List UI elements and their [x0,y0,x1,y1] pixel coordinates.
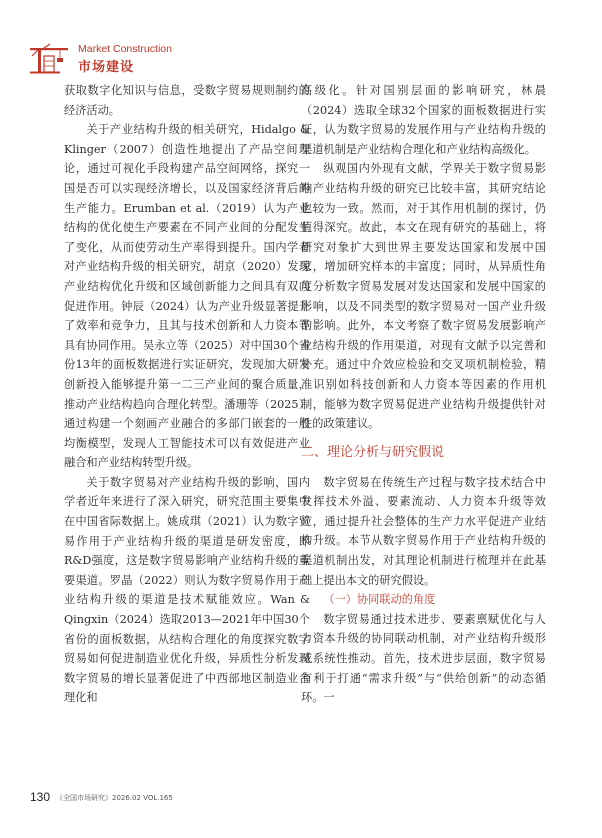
paragraph: 关于产业结构升级的相关研究，Hidalgo & Klinger（2007）创造性地提出了产品空间理论，通过可视化手段构建产品空间网络，探究一国是否可以实现经济增长，以及国家经济背后的生产能力。Erumban et al.（2019）认为产业结构的优化使生产要素在不同产业间的分配发生了变化，从而使劳动生产率得到提升。国内学者对产业结构升级的相关研究，胡京（2020）发现产业结构优化升级和区域创新能力之间具有双向促进作用。钟辰（2024）认为产业升级显著提升了效率和竞争力，且其与技术创新和人力资本等具有协同作用。吴永立等（2025）对中国30个省份13年的面板数据进行实证研究，发现加大研发创新投入能够提升第一二三产业间的聚合质量，推动产业结构趋向合理化转型。潘珊等（2025）通过构建一个刻画产业融合的多部门嵌套的一般均衡模型，发现人工智能技术可以有效促进产业融合和产业结构转型升级。 [64,123,310,470]
left-column [64,81,310,708]
journal-citation: 《全国市场研究》2026.02 VOL.165 [56,794,173,802]
section-heading: 二、理论分析与研究假说 [301,444,445,460]
page-number: 130 [30,790,51,804]
subsection-heading: （一）协同联动的角度 [323,593,436,607]
section-title-en: Market Construction [78,43,172,55]
construction-crane-icon [30,42,70,74]
paragraph: 获取数字化知识与信息，受数字贸易规则制约的经济活动。 [64,84,310,117]
right-column [301,81,546,708]
page-header [30,42,590,74]
paragraph: 数字贸易通过技术进步、要素禀赋优化与人力资本升级的协同联动机制，对产业结构升级形成系统性推动。首先，技术进步层面，数字贸易有利于打通“需求升级”与“供给创新”的动态循环。一 [301,612,546,705]
page-footer [30,790,590,810]
section-title-cn: 市场建设 [78,60,135,75]
paragraph: 高级化。针对国别层面的影响研究，林晨（2024）选取全球32个国家的面板数据进行实证，认为数字贸易的发展作用与产业结构升级的渠道机制是产业结构合理化和产业结构高级化。 [301,84,546,156]
paragraph: 数字贸易在传统生产过程与数字技术结合中发挥技术外溢、要素流动、人力资本升级等效应，通过提升社会整体的生产力水平促进产业结构升级。本节从数字贸易作用于产业结构升级的渠道机制出发，对其理论机制进行梳理并在此基础上提出本文的研究假设。 [301,475,546,587]
paragraph: 纵观国内外现有文献，学界关于数字贸易影响产业结构升级的研究已比较丰富，其研究结论也较为一致。然而，对于其作用机制的探讨，仍值得深究。故此，本文在现有研究的基础上，将研究对象扩大到世界主要发达国家和发展中国家，增加研究样本的丰富度；同时，从异质性角度分析数字贸易发展对发达国家和发展中国家的影响，以及不同类型的数字贸易对一国产业升级的影响。此外，本文考察了数字贸易发展影响产业结构升级的作用渠道，对现有文献予以完善和补充。通过中介效应检验和交叉项机制检验，精准识别如科技创新和人力资本等因素的作用机制，能够为数字贸易促进产业结构升级提供针对性的政策建议。 [301,162,546,431]
paragraph: 关于数字贸易对产业结构升级的影响，国内学者近年来进行了深入研究，研究范围主要集中在中国省际数据上。姚成琪（2021）认为数字贸易作用于产业结构升级的渠道是研发密度，即R&D强度，这是数字贸易影响产业结构升级的重要渠道。罗晶（2022）则认为数字贸易作用于产业结构升级的渠道是技术赋能效应。Wan & Qingxin（2024）选取2013—2021年中国30个省份的面板数据，从结构合理化的角度探究数字贸易如何促进制造业优化升级，异质性分析发现数字贸易的增长显著促进了中西部地区制造业合理化和 [64,475,310,705]
